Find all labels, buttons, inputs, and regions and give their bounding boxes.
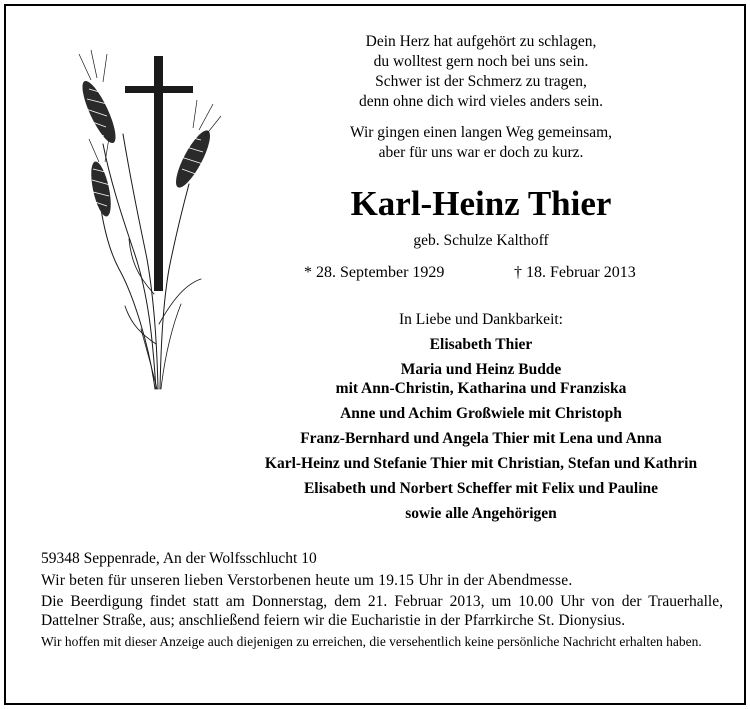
poem-line: Schwer ist der Schmerz zu tragen, <box>375 73 587 90</box>
death-date: † 18. Februar 2013 <box>514 264 636 281</box>
funeral-info <box>41 549 723 650</box>
funeral-text: Die Beerdigung findet statt am Donnerstag, dem 21. Februar 2013, um 10.00 Uhr von der Trauerhalle, Dattelner Straße, aus; anschließend feiern wir die Eucharistie in der Pfarrkirche St. Dionysius. <box>41 593 723 629</box>
mourners-list <box>206 335 750 529</box>
poem-verse <box>236 32 726 112</box>
second-verse <box>236 123 726 163</box>
verse-line: Wir gingen einen langen Weg gemeinsam, <box>349 124 613 141</box>
birth-name: geb. Schulze Kalthoff <box>413 232 549 249</box>
mourner-entry: sowie alle Angehörigen <box>405 505 557 522</box>
mourner-entry <box>206 360 750 398</box>
deceased-name: Karl-Heinz Thier <box>350 184 612 223</box>
mourners-intro: In Liebe und Dankbarkeit: <box>399 311 563 328</box>
poem-line: du wolltest gern noch bei uns sein. <box>373 53 589 70</box>
poem-line: Dein Herz hat aufgehört zu schlagen, <box>365 33 597 50</box>
mourner-entry: Elisabeth und Norbert Scheffer mit Felix und Pauline <box>303 480 659 497</box>
poem-line: denn ohne dich wird vieles anders sein. <box>358 93 604 110</box>
evening-mass-text: Wir beten für unseren lieben Verstorbenen heute um 19.15 Uhr in der Abendmesse. <box>41 572 573 589</box>
mourner-entry: Anne und Achim Großwiele mit Christoph <box>340 405 622 422</box>
mourner-entry: Franz-Bernhard und Angela Thier mit Lena und Anna <box>300 430 662 447</box>
obituary-notice <box>4 4 746 705</box>
mourning-address: 59348 Seppenrade, An der Wolfsschlucht 10 <box>41 550 317 567</box>
birth-date: * 28. September 1929 <box>304 264 445 281</box>
mourner-entry: Karl-Heinz und Stefanie Thier mit Christian, Stefan und Kathrin <box>264 455 698 472</box>
mourner-line: mit Ann-Christin, Katharina und Franziska <box>335 380 627 397</box>
verse-line: aber für uns war er doch zu kurz. <box>378 144 584 161</box>
notice-text: Wir hoffen mit dieser Anzeige auch diejenigen zu erreichen, die versehentlich keine persönliche Nachricht erhalten haben. <box>41 634 702 649</box>
mourner-entry: Elisabeth Thier <box>429 336 533 353</box>
mourner-line: Maria und Heinz Budde <box>400 361 562 378</box>
